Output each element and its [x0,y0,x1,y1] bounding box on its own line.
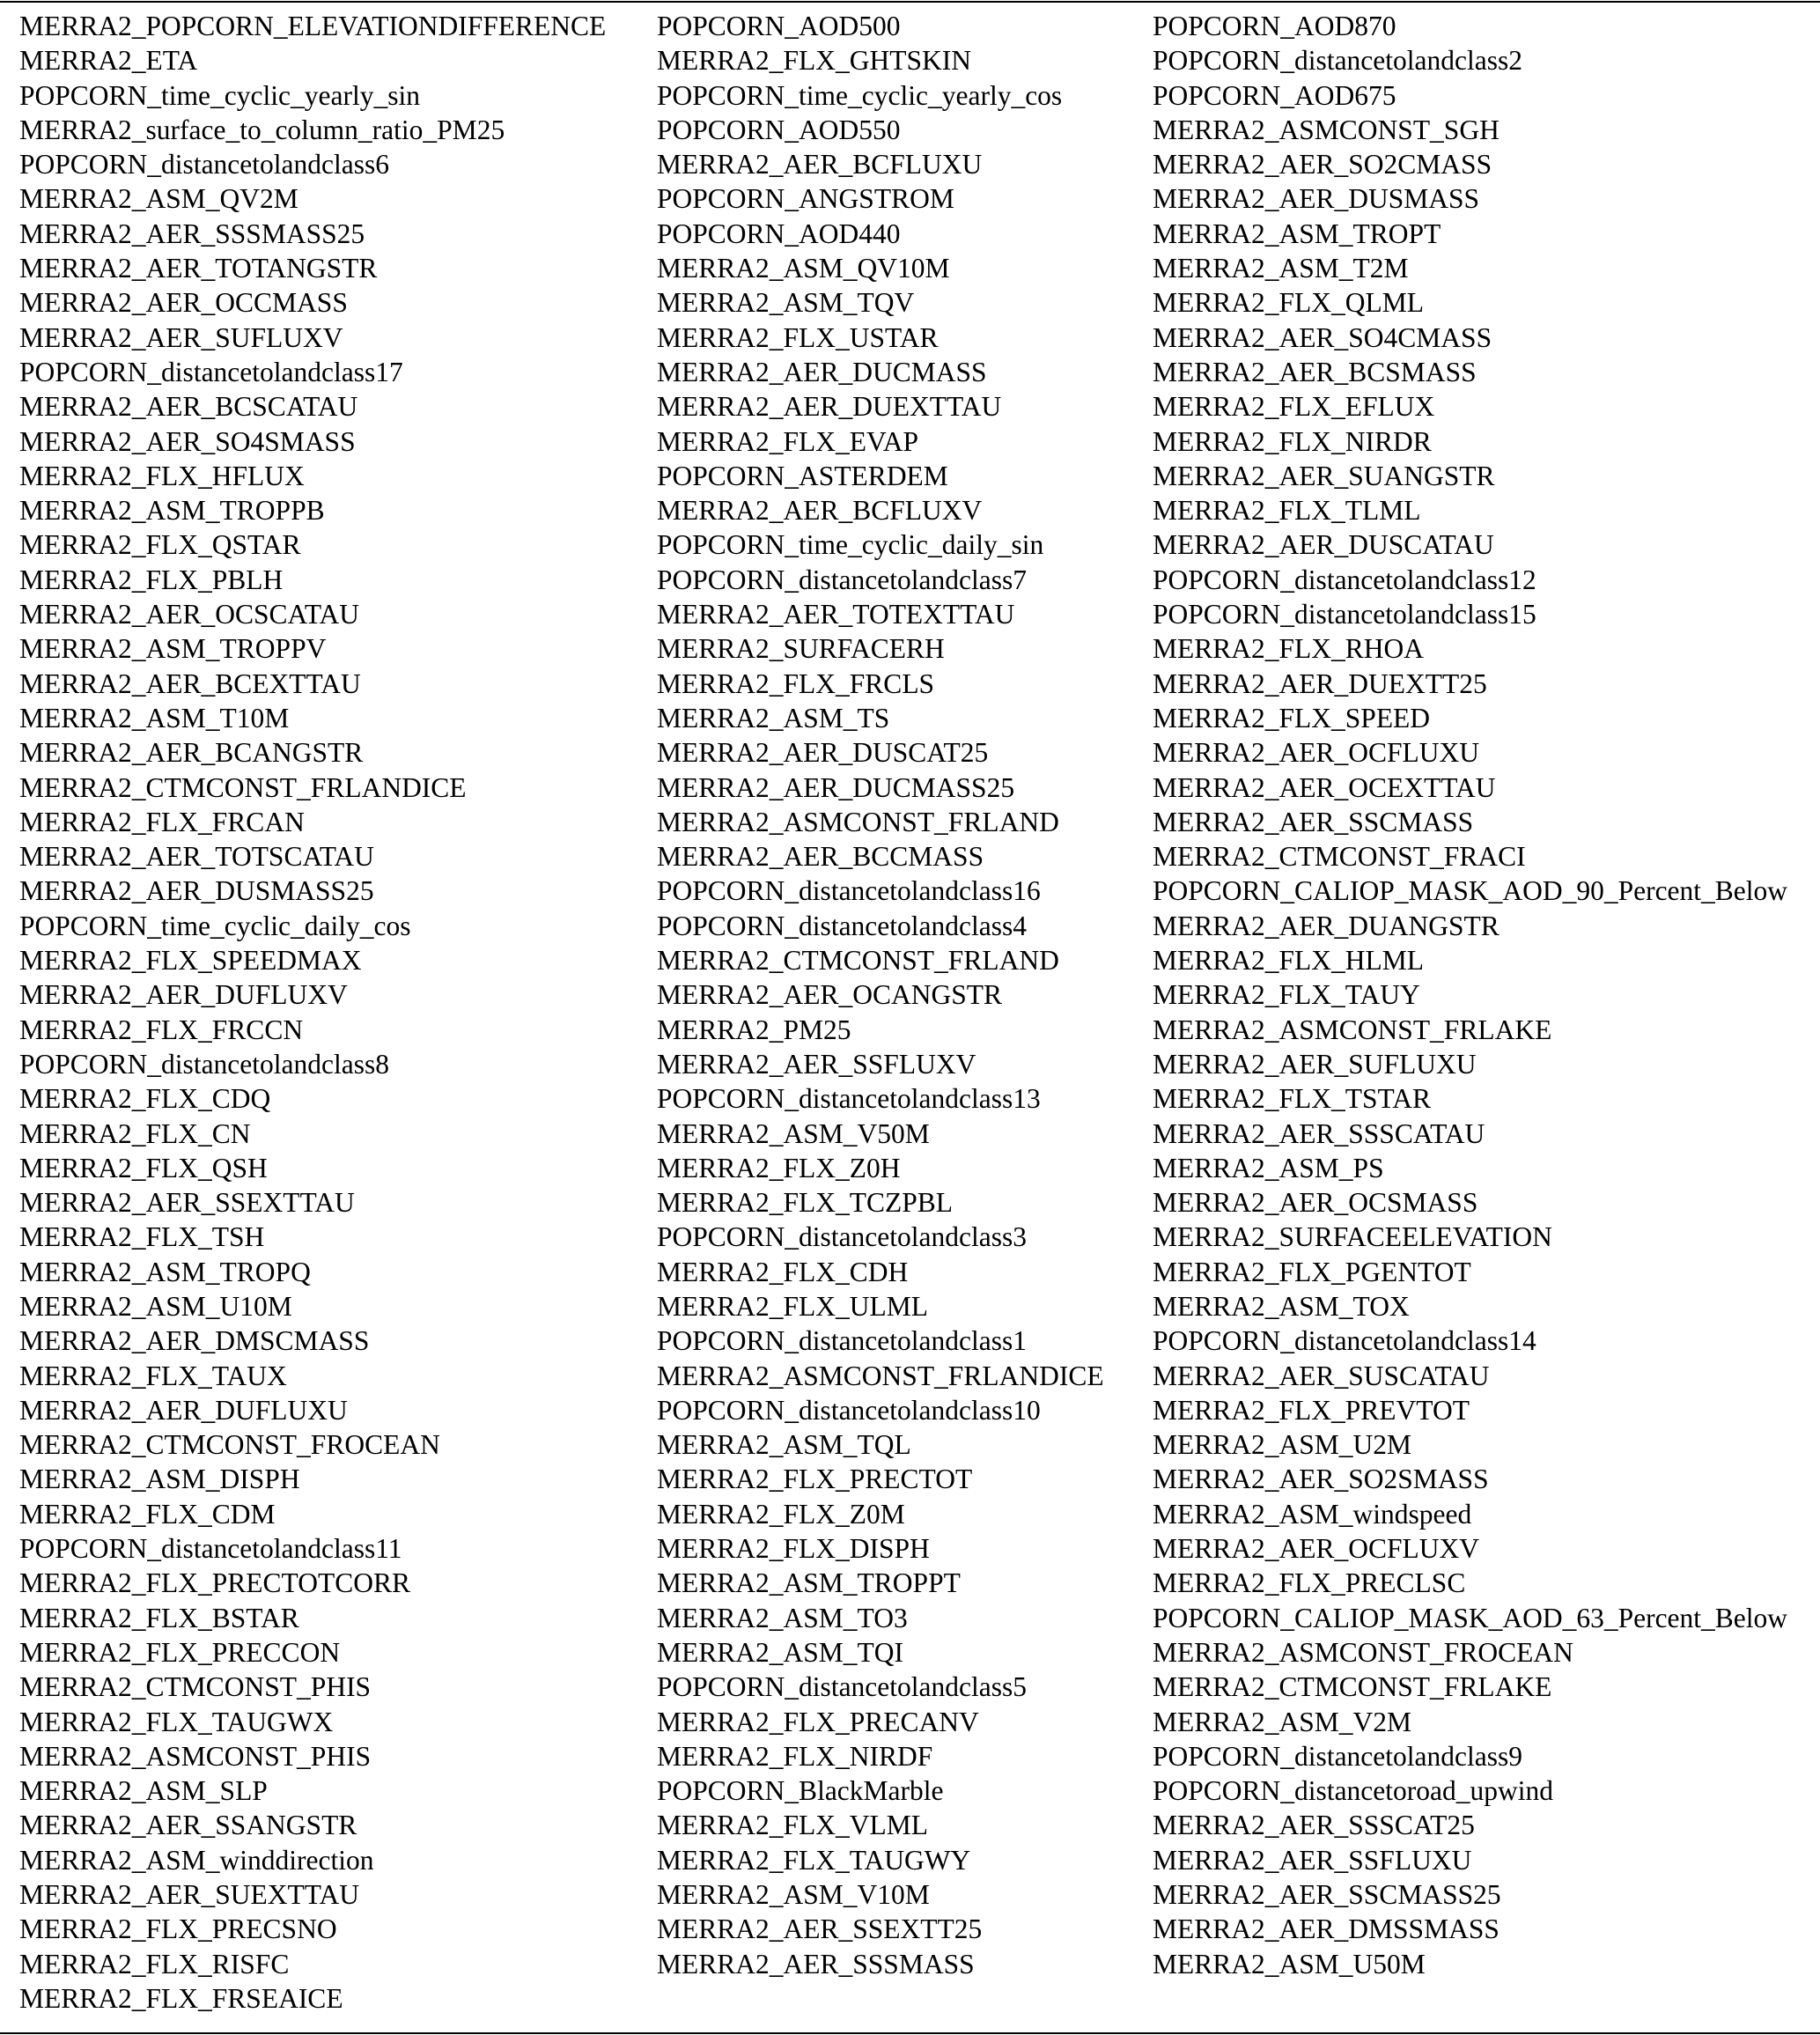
table-cell: MERRA2_FLX_NIRDF [657,1740,933,1772]
table-cell: MERRA2_FLX_Z0H [657,1152,901,1183]
table-cell: MERRA2_AER_BCSCATAU [19,391,358,423]
table-cell: MERRA2_FLX_CDH [657,1256,909,1287]
table-cell: POPCORN_distancetolandclass14 [1153,1325,1536,1357]
table-cell: MERRA2_ASM_winddirection [19,1844,374,1876]
table-cell: MERRA2_CTMCONST_FRLAND [657,945,1059,977]
table-cell: MERRA2_AER_SO2SMASS [1153,1464,1489,1495]
table-column-2 [657,9,1104,1981]
table-cell: MERRA2_surface_to_column_ratio_PM25 [19,114,505,145]
table-cell: MERRA2_AER_SUEXTTAU [19,1879,359,1911]
table-cell: MERRA2_FLX_RHOA [1153,633,1425,665]
table-cell: MERRA2_FLX_PRECSNO [19,1913,337,1945]
table-cell: MERRA2_ASM_T10M [19,702,290,734]
table-cell: POPCORN_distancetolandclass12 [1153,564,1536,595]
top-rule [0,1,1820,3]
table-cell: MERRA2_AER_SO2CMASS [1153,149,1492,181]
table-cell: POPCORN_ASTERDEM [657,460,948,491]
table-cell: MERRA2_CTMCONST_FRLANDICE [19,771,467,803]
table-cell: MERRA2_FLX_SPEEDMAX [19,945,362,977]
table-cell: MERRA2_AER_DUCMASS [657,356,987,387]
table-cell: POPCORN_AOD550 [657,114,901,145]
table-cell: MERRA2_AER_SO4CMASS [1153,321,1492,353]
table-cell: POPCORN_distancetolandclass13 [657,1083,1041,1115]
table-cell: MERRA2_FLX_GHTSKIN [657,45,972,77]
table-cell: MERRA2_FLX_RISFC [19,1948,290,1980]
table-cell: MERRA2_ASM_PS [1153,1152,1384,1183]
table-cell: MERRA2_FLX_Z0M [657,1498,905,1530]
table-cell: MERRA2_SURFACERH [657,633,945,665]
table-cell: MERRA2_AER_SSCMASS [1153,806,1474,837]
table-cell: MERRA2_AER_OCFLUXU [1153,737,1480,769]
table-cell: POPCORN_distancetolandclass15 [1153,599,1536,630]
table-cell: MERRA2_FLX_VLML [657,1810,929,1841]
table-cell: MERRA2_FLX_PBLH [19,564,284,595]
table-cell: MERRA2_AER_SO4SMASS [19,425,356,457]
table-cell: POPCORN_distancetolandclass4 [657,910,1027,941]
table-cell: MERRA2_AER_SUFLUXU [1153,1048,1477,1080]
table-cell: POPCORN_distancetolandclass10 [657,1394,1041,1426]
table-cell: MERRA2_AER_DMSCMASS [19,1325,370,1357]
table-cell: MERRA2_FLX_EFLUX [1153,391,1435,423]
table-cell: POPCORN_distancetolandclass2 [1153,45,1522,77]
table-cell: POPCORN_BlackMarble [657,1775,944,1807]
table-cell: MERRA2_ASM_TQI [657,1636,904,1668]
table-cell: MERRA2_FLX_PRECCON [19,1636,341,1668]
table-cell: MERRA2_AER_BCEXTTAU [19,667,361,699]
table-cell: MERRA2_PM25 [657,1014,851,1045]
table-cell: POPCORN_AOD870 [1153,11,1396,41]
table-cell: MERRA2_AER_SSSCAT25 [1153,1810,1475,1841]
table-cell: MERRA2_AER_TOTANGSTR [19,253,378,284]
table-cell: MERRA2_ASM_V10M [657,1879,930,1911]
table-cell: MERRA2_AER_SSSMASS25 [19,218,365,249]
table-cell: MERRA2_AER_SSFLUXU [1153,1844,1472,1876]
table-cell: POPCORN_time_cyclic_daily_sin [657,529,1044,561]
table-cell: MERRA2_ASM_DISPH [19,1464,300,1495]
table-cell: POPCORN_distancetolandclass6 [19,149,389,181]
table-cell: MERRA2_AER_BCFLUXV [657,495,983,527]
table-cell: MERRA2_AER_SSEXTT25 [657,1913,983,1945]
table-cell: MERRA2_ASM_U10M [19,1290,292,1322]
table-column-1 [19,9,606,2016]
table-cell: MERRA2_FLX_TAUGWX [19,1706,334,1737]
table-cell: MERRA2_AER_BCFLUXU [657,149,983,181]
table-cell: MERRA2_AER_DUFLUXV [19,979,348,1011]
table-cell: MERRA2_ASMCONST_FRLAKE [1153,1014,1552,1045]
table-cell: MERRA2_FLX_PRECANV [657,1706,979,1737]
table-cell: MERRA2_ASM_U2M [1153,1429,1412,1461]
table-cell: MERRA2_FLX_HFLUX [19,460,305,491]
table-cell: MERRA2_ASM_TROPPT [657,1567,961,1599]
table-cell: MERRA2_AER_OCSCATAU [19,599,360,630]
table-cell: MERRA2_FLX_PRECTOTCORR [19,1567,410,1599]
table-cell: MERRA2_FLX_PREVTOT [1153,1394,1470,1426]
table-cell: POPCORN_CALIOP_MASK_AOD_63_Percent_Below [1153,1602,1788,1633]
table-cell: MERRA2_AER_BCCMASS [657,841,984,873]
table-cell: MERRA2_ASM_T2M [1153,253,1409,284]
table-cell: MERRA2_FLX_FRSEAICE [19,1982,343,2014]
table-cell: MERRA2_AER_BCSMASS [1153,356,1477,387]
table-cell: MERRA2_AER_DUSMASS [1153,183,1480,215]
table-cell: MERRA2_CTMCONST_FRACI [1153,841,1526,873]
table-cell: MERRA2_FLX_QLML [1153,287,1425,319]
table-cell: POPCORN_distancetolandclass11 [19,1533,402,1565]
table-cell: MERRA2_POPCORN_ELEVATIONDIFFERENCE [19,11,607,41]
table-cell: MERRA2_AER_BCANGSTR [19,737,364,769]
table-cell: POPCORN_time_cyclic_daily_cos [19,910,411,941]
table-cell: MERRA2_FLX_CN [19,1117,251,1149]
table-cell: MERRA2_ASM_TS [657,702,890,734]
table-cell: POPCORN_time_cyclic_yearly_sin [19,79,420,111]
table-cell: MERRA2_AER_OCCMASS [19,287,348,319]
table-cell: MERRA2_FLX_QSTAR [19,529,301,561]
table-cell: POPCORN_AOD500 [657,11,901,41]
table-cell: MERRA2_CTMCONST_FRLAKE [1153,1671,1552,1703]
table-cell: MERRA2_AER_SSSCATAU [1153,1117,1485,1149]
table-cell: MERRA2_AER_DUSCATAU [1153,529,1494,561]
table-cell: POPCORN_distancetolandclass7 [657,564,1027,595]
table-cell: MERRA2_AER_DUSMASS25 [19,875,374,907]
table-cell: MERRA2_AER_TOTEXTTAU [657,599,1015,630]
table-cell: MERRA2_FLX_CDM [19,1498,276,1530]
table-cell: MERRA2_FLX_CDQ [19,1083,271,1115]
table-cell: MERRA2_ASM_V2M [1153,1706,1412,1737]
table-cell: MERRA2_AER_SUFLUXV [19,321,343,353]
table-cell: MERRA2_AER_TOTSCATAU [19,841,374,873]
table-cell: MERRA2_AER_DMSSMASS [1153,1913,1499,1945]
table-cell: MERRA2_ASM_TROPPV [19,633,327,665]
table-cell: MERRA2_FLX_TAUGWY [657,1844,971,1876]
table-cell: MERRA2_FLX_PGENTOT [1153,1256,1471,1287]
table-column-3 [1153,9,1787,1981]
table-cell: MERRA2_AER_SSEXTTAU [19,1187,355,1219]
table-cell: MERRA2_ASM_windspeed [1153,1498,1472,1530]
table-cell: POPCORN_distancetoroad_upwind [1153,1775,1553,1807]
table-cell: MERRA2_FLX_PRECTOT [657,1464,973,1495]
table-cell: MERRA2_AER_SUANGSTR [1153,460,1495,491]
table-cell: MERRA2_FLX_PRECLSC [1153,1567,1466,1599]
table-cell: MERRA2_FLX_HLML [1153,945,1425,977]
table-cell: MERRA2_ASMCONST_FRLANDICE [657,1360,1104,1391]
table-cell: MERRA2_AER_DUEXTTAU [657,391,1002,423]
table-cell: MERRA2_AER_DUEXTT25 [1153,667,1487,699]
table-cell: POPCORN_distancetolandclass3 [657,1221,1027,1253]
table-cell: MERRA2_ASM_SLP [19,1775,268,1807]
table-cell: POPCORN_AOD675 [1153,79,1396,111]
table-cell: MERRA2_AER_DUFLUXU [19,1394,348,1426]
table-cell: MERRA2_AER_OCSMASS [1153,1187,1478,1219]
table-cell: MERRA2_FLX_TAUX [19,1360,287,1391]
table-cell: MERRA2_FLX_SPEED [1153,702,1431,734]
table-cell: MERRA2_CTMCONST_PHIS [19,1671,372,1703]
table-cell: POPCORN_distancetolandclass1 [657,1325,1027,1357]
table-cell: MERRA2_ASM_QV10M [657,253,950,284]
table-cell: MERRA2_ASM_TO3 [657,1602,908,1633]
table-cell: MERRA2_AER_SSFLUXV [657,1048,976,1080]
table-cell: MERRA2_ETA [19,45,198,77]
table-cell: MERRA2_FLX_EVAP [657,425,918,457]
table-cell: MERRA2_ASM_TROPPB [19,495,325,527]
table-cell: MERRA2_CTMCONST_FROCEAN [19,1429,440,1461]
table-cell: MERRA2_FLX_USTAR [657,321,939,353]
table-cell: MERRA2_ASM_TQV [657,287,915,319]
table-cell: MERRA2_ASMCONST_FRLAND [657,806,1059,837]
table-cell: POPCORN_time_cyclic_yearly_cos [657,79,1063,111]
table-cell: MERRA2_FLX_DISPH [657,1533,930,1565]
table-cell: MERRA2_ASMCONST_SGH [1153,114,1499,145]
table-cell: MERRA2_AER_OCEXTTAU [1153,771,1496,803]
table-cell: MERRA2_FLX_TSTAR [1153,1083,1432,1115]
table-cell: MERRA2_SURFACEELEVATION [1153,1221,1552,1253]
table-cell: POPCORN_distancetolandclass8 [19,1048,389,1080]
table-cell: MERRA2_AER_OCFLUXV [1153,1533,1480,1565]
table-cell: POPCORN_ANGSTROM [657,183,954,215]
table-cell: MERRA2_FLX_QSH [19,1152,268,1183]
table-cell: POPCORN_distancetolandclass5 [657,1671,1027,1703]
table-cell: MERRA2_FLX_NIRDR [1153,425,1432,457]
table-cell: MERRA2_AER_OCANGSTR [657,979,1003,1011]
table-cell: MERRA2_ASM_TROPT [1153,218,1441,249]
table-cell: MERRA2_FLX_FRCLS [657,667,935,699]
table-cell: MERRA2_FLX_TAUY [1153,979,1420,1011]
table-cell: MERRA2_FLX_TLML [1153,495,1421,527]
table-cell: MERRA2_FLX_FRCAN [19,806,305,837]
table-cell: MERRA2_ASM_TROPQ [19,1256,311,1287]
table-cell: MERRA2_ASM_TOX [1153,1290,1410,1322]
table-cell: MERRA2_AER_SSANGSTR [19,1810,357,1841]
table-cell: MERRA2_ASM_TQL [657,1429,911,1461]
table-cell: MERRA2_ASMCONST_PHIS [19,1740,372,1772]
table-cell: MERRA2_ASM_V50M [657,1117,930,1149]
table-cell: MERRA2_AER_SUSCATAU [1153,1360,1490,1391]
table-cell: MERRA2_AER_SSSMASS [657,1948,975,1980]
table-cell: MERRA2_AER_DUCMASS25 [657,771,1015,803]
table-cell: MERRA2_AER_DUSCAT25 [657,737,989,769]
table-cell: MERRA2_FLX_ULML [657,1290,929,1322]
table-cell: POPCORN_AOD440 [657,218,901,249]
table-cell: MERRA2_ASM_QV2M [19,183,298,215]
table-cell: MERRA2_FLX_TSH [19,1221,265,1253]
table-cell: MERRA2_AER_DUANGSTR [1153,910,1499,941]
table-cell: MERRA2_ASMCONST_FROCEAN [1153,1636,1573,1668]
bottom-rule [0,2032,1820,2034]
table-cell: POPCORN_distancetolandclass9 [1153,1740,1522,1772]
table-cell: POPCORN_distancetolandclass16 [657,875,1041,907]
table-cell: MERRA2_ASM_U50M [1153,1948,1426,1980]
table-cell: POPCORN_CALIOP_MASK_AOD_90_Percent_Below [1153,875,1788,907]
table-cell: MERRA2_FLX_TCZPBL [657,1187,954,1219]
table-cell: MERRA2_FLX_BSTAR [19,1602,299,1633]
table-cell: POPCORN_distancetolandclass17 [19,356,403,387]
table-cell: MERRA2_FLX_FRCCN [19,1014,304,1045]
table-cell: MERRA2_AER_SSCMASS25 [1153,1879,1501,1911]
